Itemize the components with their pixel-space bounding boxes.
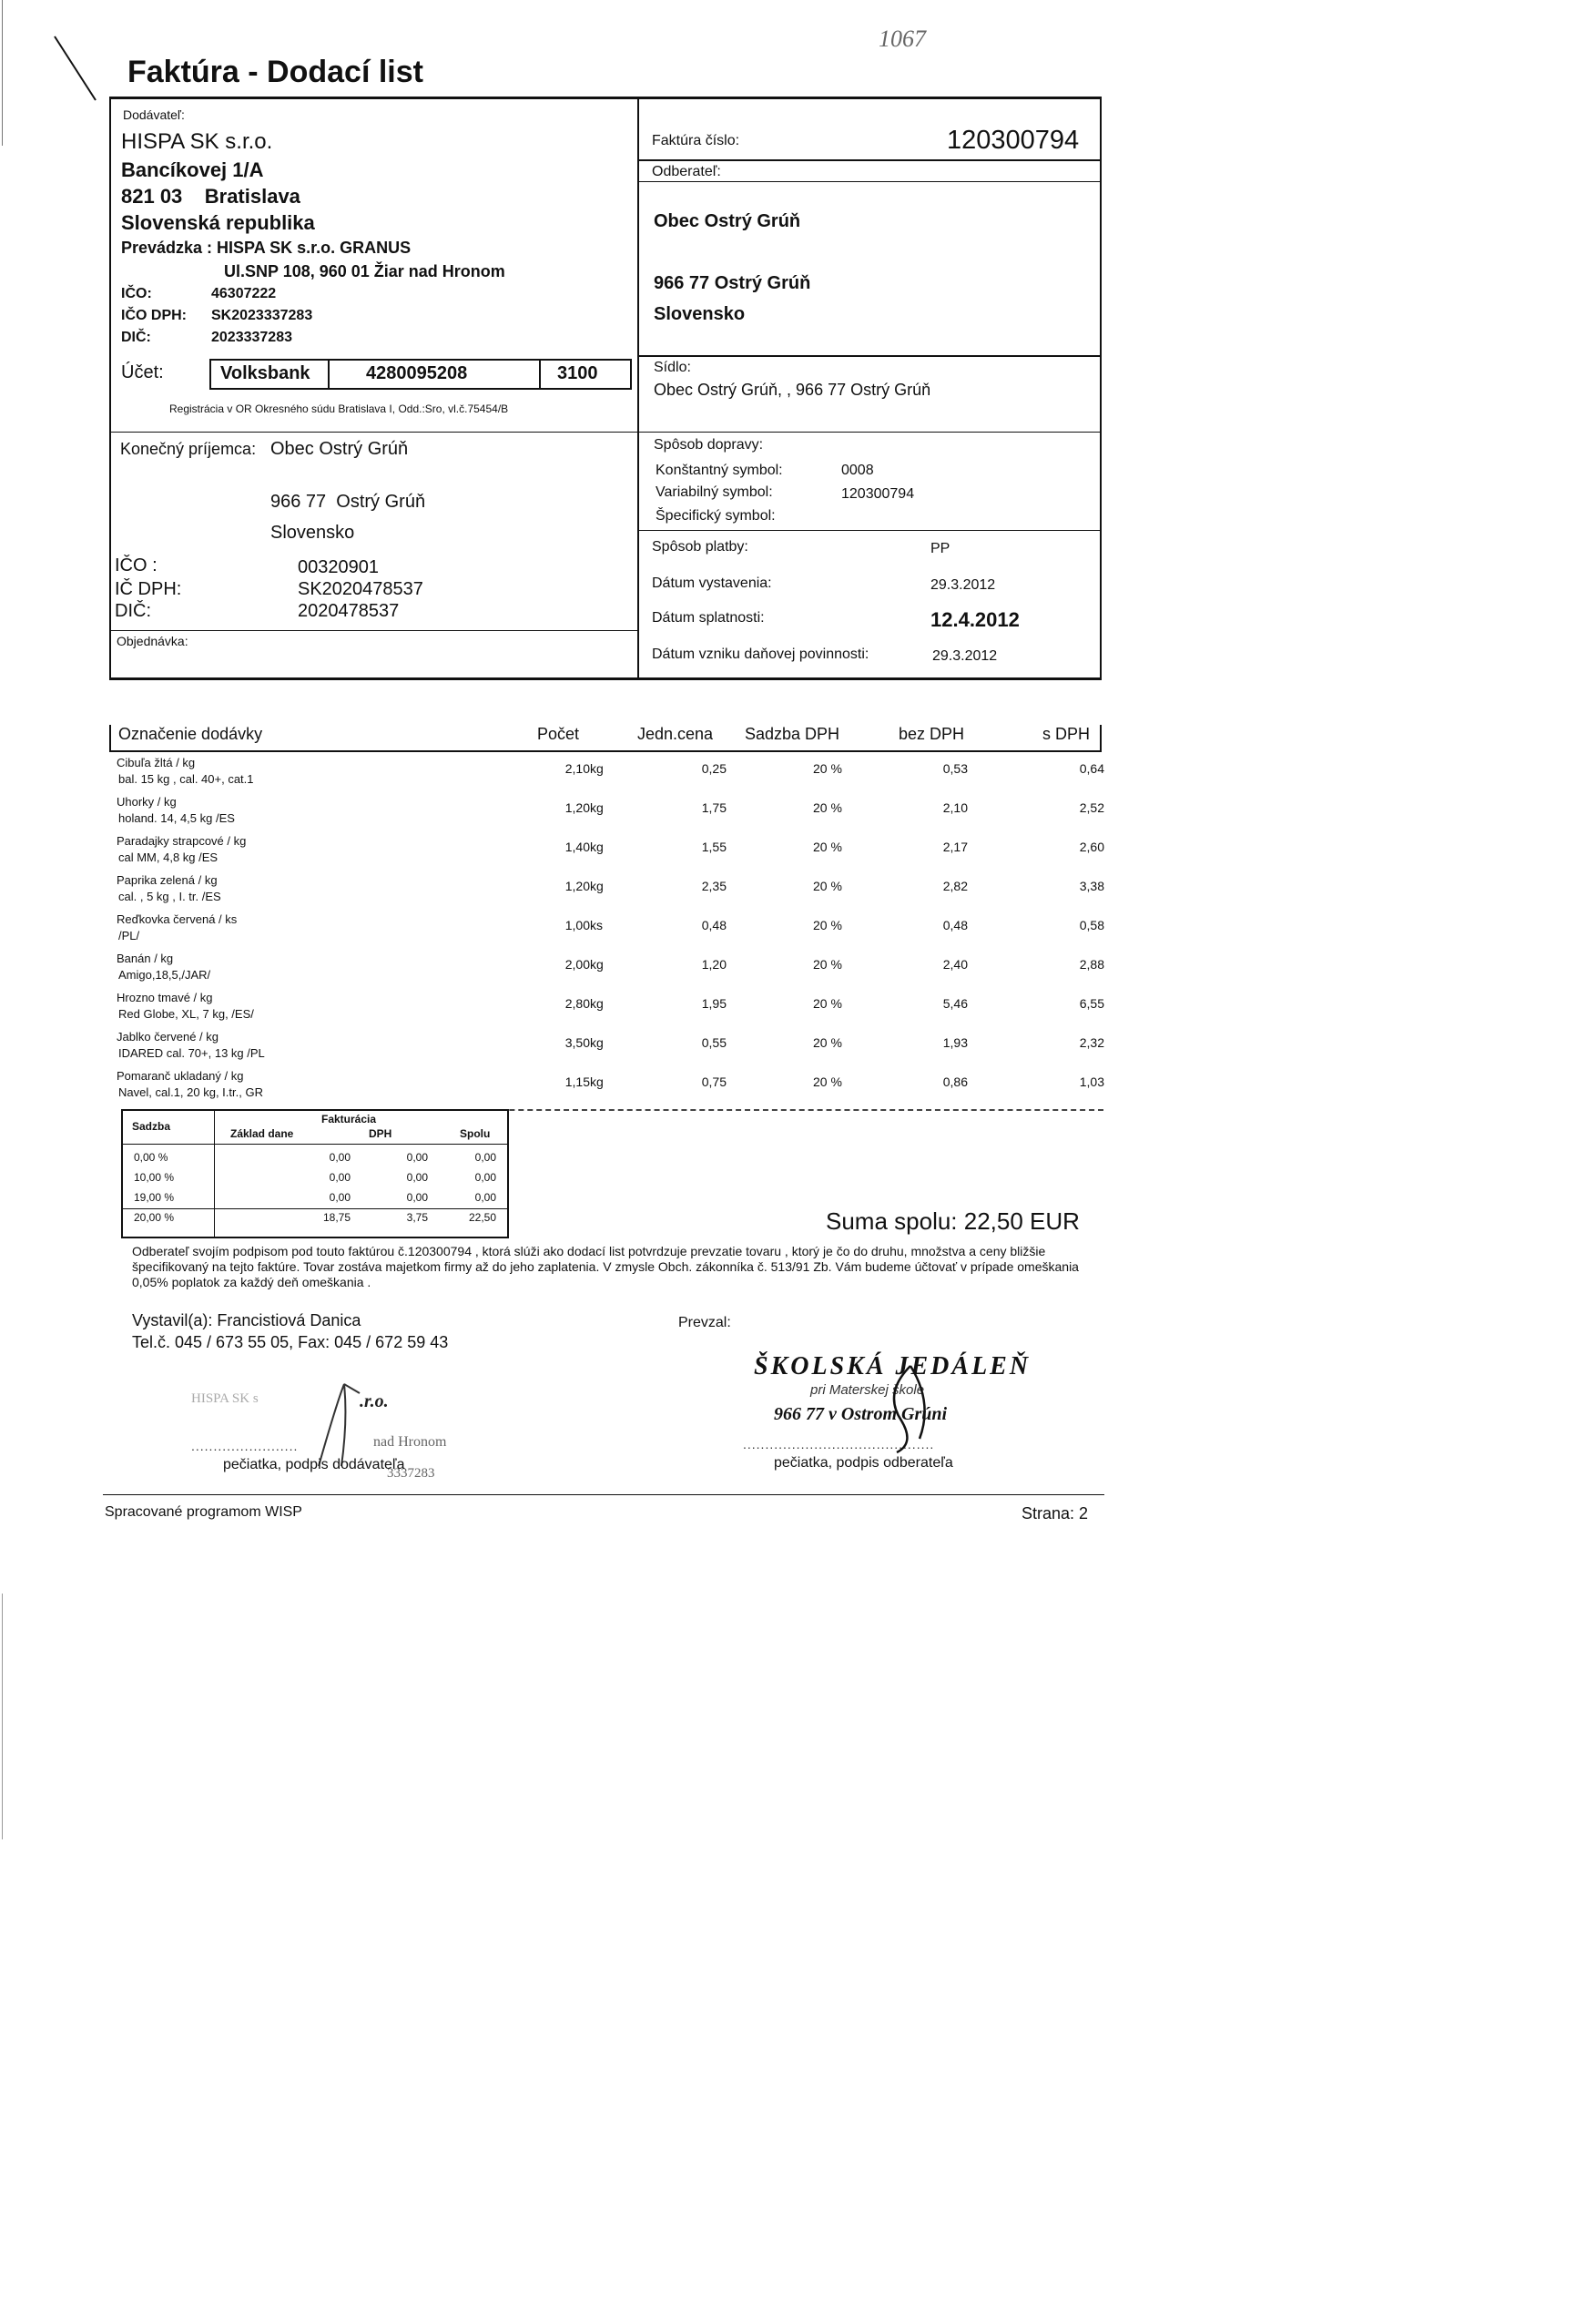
item-qty: 2,00 (564, 957, 590, 972)
vat-row-total: 0,00 (474, 1151, 496, 1164)
table-row (117, 1030, 1104, 1069)
item-net: 1,93 (942, 1035, 968, 1050)
customer-country: Slovensko (654, 304, 746, 324)
vat-row-vat: 0,00 (406, 1171, 428, 1184)
item-name: Uhorky / kg (117, 795, 177, 809)
bank-name: Volksbank (220, 363, 310, 383)
vat-row-base: 0,00 (329, 1191, 351, 1204)
handwritten-number: 1067 (879, 25, 926, 52)
school-stamp-line2: pri Materskej škole (810, 1382, 925, 1398)
item-qty: 2,10 (564, 761, 590, 776)
vat-row-rate: 19,00 % (134, 1191, 175, 1204)
recipient-dic: 2020478537 (298, 601, 400, 621)
item-gross: 3,38 (1079, 879, 1104, 893)
customer-label: Odberateľ: (652, 164, 721, 179)
recipient-zip-city: 966 77 Ostrý Grúň (270, 492, 426, 512)
item-vat-rate: 20 % (813, 1074, 842, 1089)
item-price: 0,55 (701, 1035, 727, 1050)
item-vat-rate: 20 % (813, 918, 842, 932)
item-note: bal. 15 kg , cal. 40+, cat.1 (118, 772, 254, 786)
svg-text:HISPA SK s: HISPA SK s (191, 1391, 259, 1406)
recipient-dic-label: DIČ: (115, 601, 151, 621)
table-row (117, 912, 1104, 952)
item-price: 1,95 (701, 996, 727, 1011)
table-row (117, 873, 1104, 912)
vat-summary-table (121, 1109, 509, 1238)
vat-row-rate: 10,00 % (134, 1171, 175, 1184)
supplier-branch-address: Ul.SNP 108, 960 01 Žiar nad Hronom (224, 262, 505, 280)
item-qty: 1,20 (564, 879, 590, 893)
table-row (117, 1069, 1104, 1108)
issued-by: Vystavil(a): Francistiová Danica (132, 1311, 361, 1329)
vat-row-total: 0,00 (474, 1171, 496, 1184)
item-price: 1,75 (701, 800, 727, 815)
item-gross: 1,03 (1079, 1074, 1104, 1089)
issue-date-label: Dátum vystavenia: (652, 575, 772, 591)
col-unit-price: Jedn.cena (637, 725, 714, 743)
item-price: 1,20 (701, 957, 727, 972)
item-unit: kg (590, 761, 604, 776)
item-note: /PL/ (118, 929, 140, 942)
svg-text:3337283: 3337283 (387, 1466, 435, 1481)
table-row (117, 834, 1104, 873)
school-stamp-line3: 966 77 v Ostrom Grúni (774, 1404, 948, 1424)
vat-col-base: Základ dane (230, 1127, 294, 1140)
item-vat-rate: 20 % (813, 879, 842, 893)
item-name: Reďkovka červená / ks (117, 912, 238, 926)
received-by-label: Prevzal: (678, 1315, 731, 1330)
vat-row-total: 22,50 (468, 1211, 496, 1224)
item-name: Cibuľa žltá / kg (117, 756, 196, 769)
item-price: 2,35 (701, 879, 727, 893)
customer-seat-label: Sídlo: (654, 360, 691, 375)
svg-text:nad Hronom: nad Hronom (373, 1434, 447, 1450)
item-price: 0,75 (701, 1074, 727, 1089)
item-net: 2,82 (942, 879, 968, 893)
vat-row-rate: 0,00 % (134, 1151, 168, 1164)
receiver-sign-label: pečiatka, podpis odberateľa (774, 1455, 953, 1471)
item-vat-rate: 20 % (813, 996, 842, 1011)
account-label: Účet: (121, 362, 164, 382)
vat-col-group: Fakturácia (321, 1113, 377, 1125)
page-title: Faktúra - Dodací list (127, 55, 423, 89)
col-net: bez DPH (899, 725, 965, 743)
item-vat-rate: 20 % (813, 761, 842, 776)
software-credit: Spracované programom WISP (105, 1504, 302, 1520)
item-gross: 2,60 (1079, 840, 1104, 854)
recipient-name: Obec Ostrý Grúň (270, 439, 409, 459)
item-qty: 1,00 (564, 918, 590, 932)
vat-row-vat: 3,75 (406, 1211, 428, 1224)
item-qty: 1,40 (564, 840, 590, 854)
school-stamp-line1: ŠKOLSKÁ JEDÁLEŇ (754, 1352, 1032, 1380)
table-row (117, 756, 1104, 795)
item-unit: kg (590, 1074, 604, 1089)
vat-row-vat: 0,00 (406, 1151, 428, 1164)
item-gross: 2,88 (1079, 957, 1104, 972)
issuer-phone: Tel.č. 045 / 673 55 05, Fax: 045 / 672 59 43 (132, 1333, 449, 1351)
item-vat-rate: 20 % (813, 957, 842, 972)
item-price: 0,48 (701, 918, 727, 932)
spec-symbol-label: Špecifický symbol: (656, 508, 776, 524)
vat-row-rate: 20,00 % (134, 1211, 175, 1224)
invoice-number: 120300794 (947, 126, 1080, 155)
vat-col-total: Spolu (460, 1127, 491, 1140)
customer-name: Obec Ostrý Grúň (654, 211, 801, 231)
vat-col-rate: Sadzba (132, 1120, 171, 1133)
item-name: Paprika zelená / kg (117, 873, 218, 887)
bank-code: 3100 (557, 363, 598, 383)
item-note: cal MM, 4,8 kg /ES (118, 850, 219, 864)
item-vat-rate: 20 % (813, 840, 842, 854)
vat-col-vat: DPH (369, 1127, 392, 1140)
supplier-dic: 2023337283 (211, 330, 292, 345)
const-symbol: 0008 (841, 463, 874, 478)
recipient-icdph: SK2020478537 (298, 579, 423, 599)
item-unit: kg (590, 957, 604, 972)
issue-date: 29.3.2012 (930, 577, 996, 593)
item-net: 0,86 (942, 1074, 968, 1089)
transport-label: Spôsob dopravy: (654, 437, 764, 453)
item-note: IDARED cal. 70+, 13 kg /PL (118, 1046, 265, 1060)
item-unit: kg (590, 840, 604, 854)
vat-row-base: 0,00 (329, 1151, 351, 1164)
item-note: holand. 14, 4,5 kg /ES (118, 811, 235, 825)
item-qty: 1,15 (564, 1074, 590, 1089)
const-symbol-label: Konštantný symbol: (656, 463, 783, 478)
supplier-ico: 46307222 (211, 286, 277, 301)
recipient-icdph-label: IČ DPH: (115, 579, 182, 599)
item-note: Navel, cal.1, 20 kg, I.tr., GR (118, 1085, 263, 1099)
vat-row-base: 0,00 (329, 1171, 351, 1184)
var-symbol-label: Variabilný symbol: (656, 484, 773, 500)
vat-row-base: 18,75 (322, 1211, 351, 1224)
item-net: 2,40 (942, 957, 968, 972)
item-name: Banán / kg (117, 952, 174, 965)
item-net: 5,46 (942, 996, 968, 1011)
item-gross: 0,64 (1079, 761, 1104, 776)
recipient-label: Konečný príjemca: (120, 440, 257, 458)
supplier-icdph: SK2023337283 (211, 308, 313, 323)
item-name: Jablko červené / kg (117, 1030, 219, 1044)
recipient-ico-label: IČO : (115, 555, 158, 575)
supplier-country: Slovenská republika (121, 211, 315, 234)
supplier-icdph-label: IČO DPH: (121, 308, 187, 323)
item-note: Red Globe, XL, 7 kg, /ES/ (118, 1007, 254, 1021)
page-number: Strana: 2 (1022, 1504, 1089, 1523)
payment-method: PP (930, 541, 950, 556)
recipient-country: Slovensko (270, 523, 355, 543)
item-name: Hrozno tmavé / kg (117, 991, 213, 1004)
customer-zip-city: 966 77 Ostrý Grúň (654, 273, 811, 293)
due-date: 12.4.2012 (930, 608, 1020, 631)
item-net: 0,53 (942, 761, 968, 776)
item-name: Paradajky strapcové / kg (117, 834, 247, 848)
vat-row-total: 0,00 (474, 1191, 496, 1204)
item-net: 0,48 (942, 918, 968, 932)
table-row (117, 795, 1104, 834)
item-unit: kg (590, 996, 604, 1011)
col-desc: Označenie dodávky (118, 725, 263, 743)
corner-mark (50, 32, 105, 105)
supplier-street: Bancíkovej 1/A (121, 158, 264, 181)
item-name: Pomaranč ukladaný / kg (117, 1069, 244, 1083)
item-gross: 0,58 (1079, 918, 1104, 932)
table-row (117, 952, 1104, 991)
item-gross: 2,52 (1079, 800, 1104, 815)
registration-note: Registrácia v OR Okresného súdu Bratislava I, Odd.:Sro, vl.č.75454/B (169, 402, 509, 415)
customer-seat: Obec Ostrý Grúň, , 966 77 Ostrý Grúň (654, 381, 931, 399)
tax-date-label: Dátum vzniku daňovej povinnosti: (652, 647, 869, 662)
supplier-stamp-signature (182, 1366, 510, 1493)
item-qty: 1,20 (564, 800, 590, 815)
legal-note: Odberateľ svojím podpisom pod touto faktúrou č.120300794 , ktorá slúži ako dodací list potvrdzuje prevzatie tovaru , ktorý je čo do druhu, množstva a ceny bližšie špecifikovaný na tejto faktúre. Tovar zostáva majetkom firmy až do jeho zaplatenia. V zmysle Obch. zákonníka č. 513/91 Zb. Vám budeme účtovať v prípade omeškania 0,05% poplatok za každý deň omeškania . (132, 1244, 1079, 1289)
svg-text:.r.o.: .r.o. (360, 1391, 389, 1411)
vat-row-vat: 0,00 (406, 1191, 428, 1204)
supplier-branch: Prevádzka : HISPA SK s.r.o. GRANUS (121, 239, 412, 257)
item-price: 1,55 (701, 840, 727, 854)
item-vat-rate: 20 % (813, 800, 842, 815)
grand-total: Suma spolu: 22,50 EUR (826, 1207, 1080, 1235)
supplier-ico-label: IČO: (121, 286, 152, 301)
item-qty: 3,50 (564, 1035, 590, 1050)
account-box (209, 359, 632, 390)
supplier-zip-city: 821 03 Bratislava (121, 185, 300, 208)
col-vat-rate: Sadzba DPH (745, 725, 840, 743)
tax-date: 29.3.2012 (932, 648, 998, 664)
item-vat-rate: 20 % (813, 1035, 842, 1050)
col-qty: Počet (537, 725, 580, 743)
var-symbol: 120300794 (841, 486, 915, 502)
item-net: 2,17 (942, 840, 968, 854)
item-qty: 2,80 (564, 996, 590, 1011)
item-gross: 6,55 (1079, 996, 1104, 1011)
col-gross: s DPH (1042, 725, 1091, 743)
order-label: Objednávka: (117, 634, 188, 648)
item-unit: kg (590, 1035, 604, 1050)
item-note: Amigo,18,5,/JAR/ (118, 968, 211, 982)
table-row (117, 991, 1104, 1030)
recipient-ico: 00320901 (298, 557, 379, 577)
item-net: 2,10 (942, 800, 968, 815)
account-number: 4280095208 (366, 363, 468, 383)
supplier-name: HISPA SK s.r.o. (121, 129, 273, 154)
item-unit: kg (590, 879, 604, 893)
due-date-label: Dátum splatnosti: (652, 610, 765, 626)
payment-method-label: Spôsob platby: (652, 539, 748, 555)
supplier-label: Dodávateľ: (123, 107, 185, 122)
supplier-sign-label: pečiatka, podpis dodávateľa (223, 1457, 405, 1472)
supplier-dic-label: DIČ: (121, 330, 151, 345)
item-unit: kg (590, 800, 604, 815)
item-price: 0,25 (701, 761, 727, 776)
item-unit: ks (590, 918, 603, 932)
item-note: cal. , 5 kg , I. tr. /ES (118, 890, 221, 903)
invoice-number-label: Faktúra číslo: (652, 133, 740, 148)
item-gross: 2,32 (1079, 1035, 1104, 1050)
